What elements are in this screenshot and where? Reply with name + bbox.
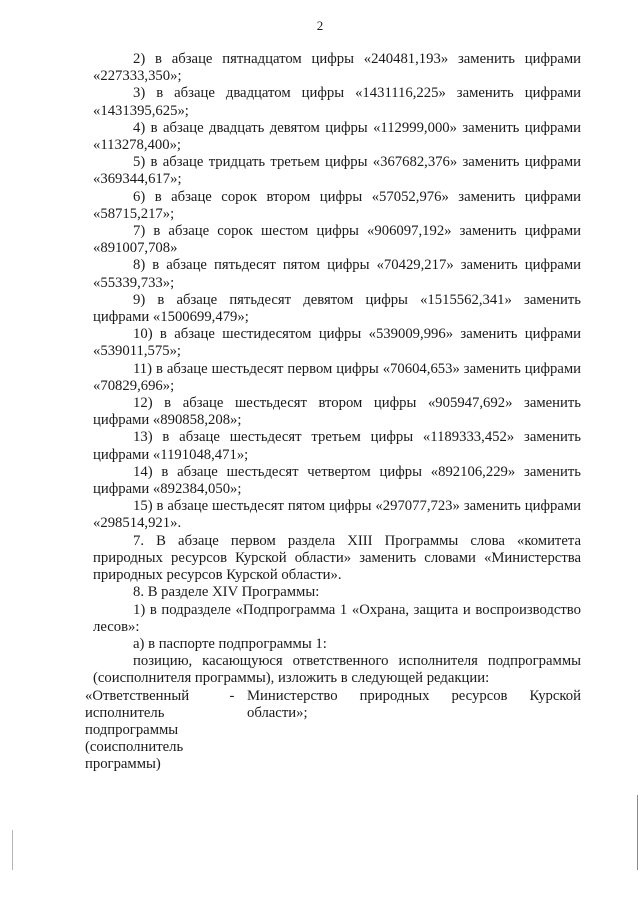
amendment-paragraph: 8) в абзаце пятьдесят пятом цифры «70429,217» заменить цифрами «55339,733»; bbox=[93, 257, 581, 291]
amendment-paragraph: 12) в абзаце шестьдесят втором цифры «905947,692» заменить цифрами «890858,208»; bbox=[93, 395, 581, 429]
amendment-paragraph: 15) в абзаце шестьдесят пятом цифры «297077,723» заменить цифрами «298514,921». bbox=[93, 498, 581, 532]
position-label: «Ответственный исполнитель подпрограммы (соисполнитель программы) bbox=[85, 687, 190, 773]
page-number: 2 bbox=[316, 18, 324, 33]
scan-edge-line bbox=[637, 795, 638, 870]
amendment-paragraph: 9) в абзаце пятьдесят девятом цифры «1515562,341» заменить цифрами «1500699,479»; bbox=[93, 291, 581, 326]
amendment-paragraph: 2) в абзаце пятнадцатом цифры «240481,193» заменить цифрами «227333,350»; bbox=[93, 51, 581, 85]
responsible-executor-table bbox=[85, 688, 581, 774]
section-paragraph: 8. В разделе XIV Программы: bbox=[133, 584, 320, 601]
amendment-paragraph: 4) в абзаце двадцать девятом цифры «112999,000» заменить цифрами «113278,400»; bbox=[93, 119, 581, 154]
subsection-paragraph: 1) в подразделе «Подпрограмма 1 «Охрана, защита и воспроизводство лесов»: bbox=[93, 601, 581, 635]
dash-separator: - bbox=[229, 687, 235, 704]
amendment-paragraph: 13) в абзаце шестьдесят третьем цифры «1189333,452» заменить цифрами «1191048,471»; bbox=[93, 429, 581, 463]
amendment-paragraph: 5) в абзаце тридцать третьем цифры «367682,376» заменить цифрами «369344,617»; bbox=[93, 154, 581, 188]
document-body bbox=[85, 51, 581, 774]
amendment-paragraph: 11) в абзаце шестьдесят первом цифры «70604,653» заменить цифрами «70829,696»; bbox=[93, 360, 581, 394]
amendment-paragraph: 3) в абзаце двадцатом цифры «1431116,225» заменить цифрами «1431395,625»; bbox=[93, 85, 581, 119]
position-value: Министерство природных ресурсов Курской области»; bbox=[247, 687, 581, 721]
amendment-paragraph: 7) в абзаце сорок шестом цифры «906097,192» заменить цифрами «891007,708» bbox=[93, 223, 581, 257]
subsection-paragraph: а) в паспорте подпрограммы 1: bbox=[133, 635, 327, 652]
subsection-paragraph: позицию, касающуюся ответственного исполнителя подпрограммы (соисполнителя программы), изложить в следующей редакции: bbox=[93, 653, 581, 687]
amendment-paragraph: 14) в абзаце шестьдесят четвертом цифры «892106,229» заменить цифрами «892384,050»; bbox=[93, 463, 581, 498]
amendment-paragraph: 6) в абзаце сорок втором цифры «57052,976» заменить цифрами «58715,217»; bbox=[93, 188, 581, 222]
scan-edge-line bbox=[12, 830, 13, 870]
section-paragraph: 7. В абзаце первом раздела XIII Программы слова «комитета природных ресурсов Курской области» заменить словами «Министерства природных ресурсов Курской области». bbox=[93, 532, 581, 584]
amendment-paragraph: 10) в абзаце шестидесятом цифры «539009,996» заменить цифрами «539011,575»; bbox=[93, 326, 581, 360]
